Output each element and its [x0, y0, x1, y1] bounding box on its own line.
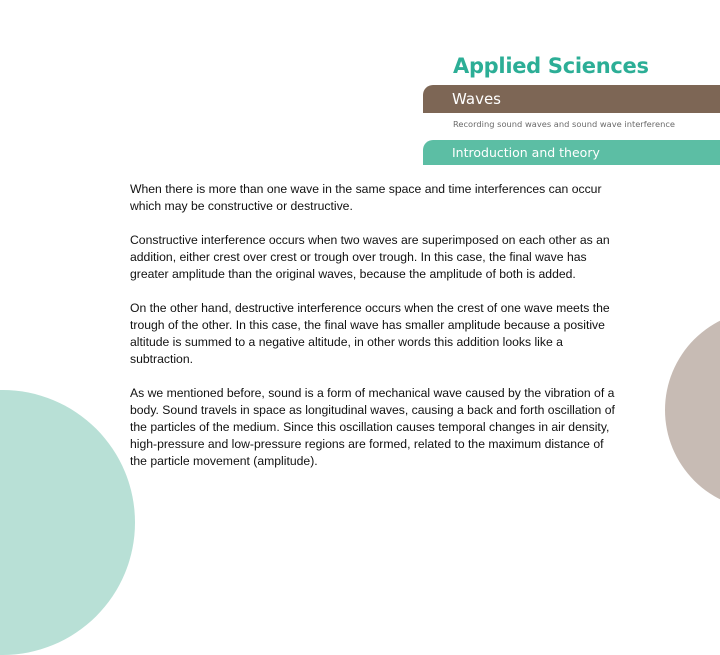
section-banner: [423, 140, 720, 165]
paragraph: On the other hand, destructive interference occurs when the crest of one wave meets the trough of the other. In this case, the final wave has smaller amplitude because a positive altitude is summed to a negative altitude, in other words this addition looks like a subtraction.: [130, 301, 610, 366]
topic-banner: [423, 85, 720, 113]
topic-title: Waves: [452, 90, 501, 108]
paragraph: When there is more than one wave in the same space and time interferences can occur which may be constructive or destructive.: [130, 182, 602, 213]
body-text: [130, 181, 620, 487]
section-title: Introduction and theory: [452, 145, 600, 160]
paragraph: As we mentioned before, sound is a form of mechanical wave caused by the vibration of a body. Sound travels in space as longitudinal waves, causing a back and forth oscillation of the particles of the medium. Since this oscillation causes temporal changes in air density, high-pressure and low-pressure regions are formed, related to the maximum distance of the particle movement (amplitude).: [130, 386, 615, 468]
lesson-subtitle: Recording sound waves and sound wave interference: [453, 119, 676, 129]
paragraph: Constructive interference occurs when two waves are superimposed on each other as an addition, either crest over crest or trough over trough. In this case, the final wave has greater amplitude than the original waves, because the amplitude of both is added.: [130, 233, 610, 281]
decorative-circle-taupe: [665, 310, 720, 510]
brand-title: Applied Sciences: [453, 54, 649, 78]
decorative-circle-mint: [0, 390, 135, 655]
